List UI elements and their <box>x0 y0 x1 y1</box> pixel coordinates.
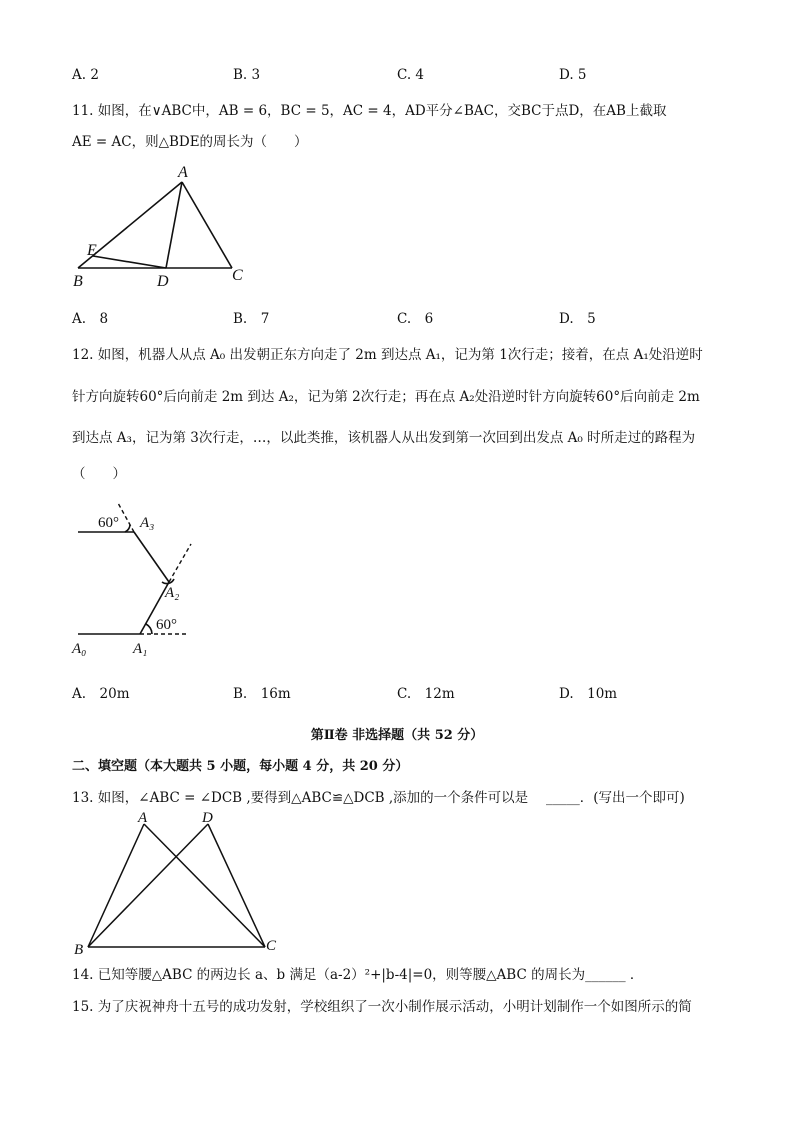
q11-option-d: D. 5 <box>559 311 596 327</box>
q10-option-c: C. 4 <box>397 67 425 83</box>
q13-label-b: B <box>74 942 84 958</box>
q14-text-line1: 14. 已知等腰△ABC 的两边长 a、b 满足（a-2）²+|b-4|=0，则等腰△ABC 的周长为______ ． <box>72 967 644 983</box>
q11-option-b: B. 7 <box>233 311 270 327</box>
q13-label-a: A <box>138 810 148 826</box>
q11-label-e: E <box>87 242 97 259</box>
q11-label-a: A <box>178 164 188 181</box>
q13-triangles-figure <box>70 810 290 960</box>
q12-label-a0: A₀ <box>72 641 87 657</box>
q15-text-line1: 15. 为了庆祝神舟十五号的成功发射，学校组织了一次小制作展示活动，小明计划制作一个如图所示的简 <box>72 999 692 1015</box>
q10-option-b: B. 3 <box>233 67 261 83</box>
q11-option-a: A. 8 <box>72 311 109 327</box>
section2-heading: 二、填空题（本大题共 5 小题，每小题 4 分，共 20 分） <box>72 759 409 774</box>
q11-label-c: C <box>232 267 243 284</box>
part2-title: 第Ⅱ卷 非选择题（共 52 分） <box>310 728 484 743</box>
q12-option-a: A. 20m <box>72 686 130 702</box>
q12-text-line1: 12. 如图，机器人从点 A₀ 出发朝正东方向走了 2m 到达点 A₁，记为第 1次行走；接着，在点 A₁处沿逆时 <box>72 347 703 363</box>
q11-option-c: C. 6 <box>397 311 434 327</box>
q12-text-line3: 到达点 A₃，记为第 3次行走，…，以此类推，该机器人从出发到第一次回到出发点 A₀ 时所走过的路程为 <box>72 430 696 446</box>
q11-text-line1: 11. 如图，在∨ABC中，AB = 6，BC = 5，AC = 4，AD平分∠BAC，交BC于点D，在AB上截取 <box>72 103 667 119</box>
q10-option-a: A. 2 <box>72 67 99 83</box>
q12-label-a2: A₂ <box>165 585 180 601</box>
q13-label-c: C <box>266 938 277 954</box>
q12-robot-path-figure <box>70 495 210 665</box>
q13-label-d: D <box>202 810 213 826</box>
q12-text-line4: （ ） <box>72 466 126 482</box>
q12-label-a1: A₁ <box>133 641 148 657</box>
q12-text-line2: 针方向旋转60°后向前走 2m 到达 A₂，记为第 2次行走；再在点 A₂处沿逆时针方向旋转60°后向前走 2m <box>72 389 700 405</box>
q12-angle-label-bottom: 60° <box>156 617 177 633</box>
q12-angle-label-top: 60° <box>98 515 119 531</box>
q11-label-b: B <box>73 273 83 290</box>
q12-option-c: C. 12m <box>397 686 455 702</box>
q12-label-a3: A₃ <box>140 515 155 531</box>
q13-text-line1: 13. 如图，∠ABC = ∠DCB ,要得到△ABC≌△DCB ,添加的一个条件可以是 _____．(写出一个即可) <box>72 790 685 806</box>
q11-triangle-figure <box>70 162 260 292</box>
q11-label-d: D <box>157 273 169 290</box>
q10-option-d: D. 5 <box>559 67 587 83</box>
q12-option-d: D. 10m <box>559 686 618 702</box>
q12-option-b: B. 16m <box>233 686 291 702</box>
q11-text-line2: AE = AC，则△BDE的周长为（ ） <box>72 134 308 150</box>
